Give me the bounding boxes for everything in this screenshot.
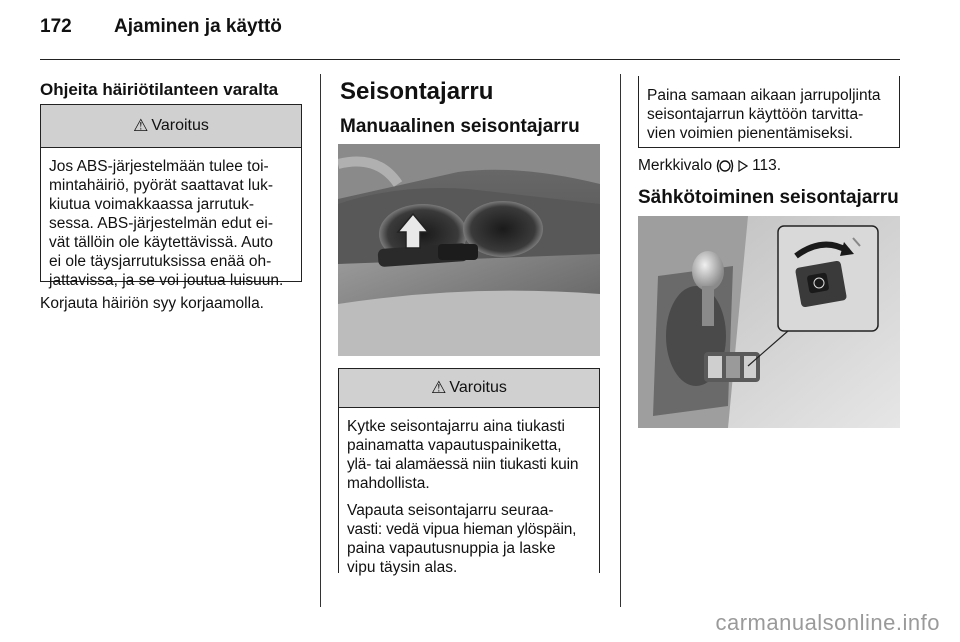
warning-line: sessa. ABS-järjestelmän edut ei- xyxy=(49,215,273,232)
note-line: seisontajarrun käyttöön tarvitta- xyxy=(647,106,864,123)
warning-line: jattavissa, ja se voi joutua luisuun. xyxy=(49,272,284,289)
warning-paragraph-2 xyxy=(347,501,591,577)
warning-line: Vapauta seisontajarru seuraa- xyxy=(347,502,554,519)
watermark: carmanualsonline.info xyxy=(715,610,940,635)
warning-line: vasti: vedä vipua hieman ylöspäin, xyxy=(347,521,577,538)
note-line: vien voimien pienentämiseksi. xyxy=(647,125,853,142)
warning-line: painamatta vapautuspainiketta, xyxy=(347,437,562,454)
indicator-reference xyxy=(638,156,781,175)
page-reference-arrow-icon xyxy=(738,160,748,172)
parking-brake-heading: Seisontajarru xyxy=(340,78,494,105)
manual-brake-subheading: Manuaalinen seisontajarru xyxy=(340,116,580,137)
column-divider-1 xyxy=(320,74,321,607)
repair-instruction: Korjauta häiriön syy korjaamolla. xyxy=(40,295,264,312)
warning-line: vipu täysin alas. xyxy=(347,559,458,576)
abs-warning-box xyxy=(40,104,302,289)
warning-line: mintahäiriö, pyörät saattavat luk- xyxy=(49,177,273,194)
electric-brake-heading: Sähkötoiminen seisontajarru xyxy=(638,187,899,208)
chapter-title: Ajaminen ja käyttö xyxy=(114,16,282,37)
troubleshooting-heading: Ohjeita häiriötilanteen varalta xyxy=(40,80,279,99)
warning-line: vät tällöin ole käytettävissä. Auto xyxy=(49,234,274,251)
warning-triangle-icon: ⚠ xyxy=(431,378,447,397)
warning-line: paina vapautusnuppia ja laske xyxy=(347,540,556,557)
warning-line: ei ole täysjarrutuksissa enää oh- xyxy=(49,253,272,270)
indicator-label: Merkkivalo xyxy=(638,157,713,174)
warning-triangle-icon: ⚠ xyxy=(133,116,149,135)
warning-line: kiutua voimakkaassa jarrutuk- xyxy=(49,196,255,213)
warning-text xyxy=(41,148,301,290)
column-divider-2 xyxy=(620,74,621,607)
warning-header xyxy=(41,105,301,148)
header-divider xyxy=(40,59,900,60)
parking-brake-warning-box xyxy=(338,368,600,576)
note-line: Paina samaan aikaan jarrupoljinta xyxy=(647,87,881,104)
warning-text xyxy=(339,408,599,577)
warning-line: mahdollista. xyxy=(347,475,430,492)
page-number: 172 xyxy=(40,16,72,37)
warning-line: Jos ABS-järjestelmään tulee toi- xyxy=(49,158,269,175)
indicator-page-ref: 113. xyxy=(752,157,782,174)
warning-title: Varoitus xyxy=(449,379,507,396)
brake-pedal-note xyxy=(638,76,900,148)
warning-line: Kytke seisontajarru aina tiukasti xyxy=(347,418,565,435)
warning-title: Varoitus xyxy=(151,117,209,134)
electric-parking-brake-photo xyxy=(638,216,900,428)
warning-header xyxy=(339,369,599,408)
warning-paragraph-1 xyxy=(347,417,591,493)
parking-brake-indicator-icon xyxy=(716,158,734,174)
manual-parking-brake-photo xyxy=(338,144,600,356)
warning-line: ylä- tai alamäessä niin tiukasti kuin xyxy=(347,456,579,473)
